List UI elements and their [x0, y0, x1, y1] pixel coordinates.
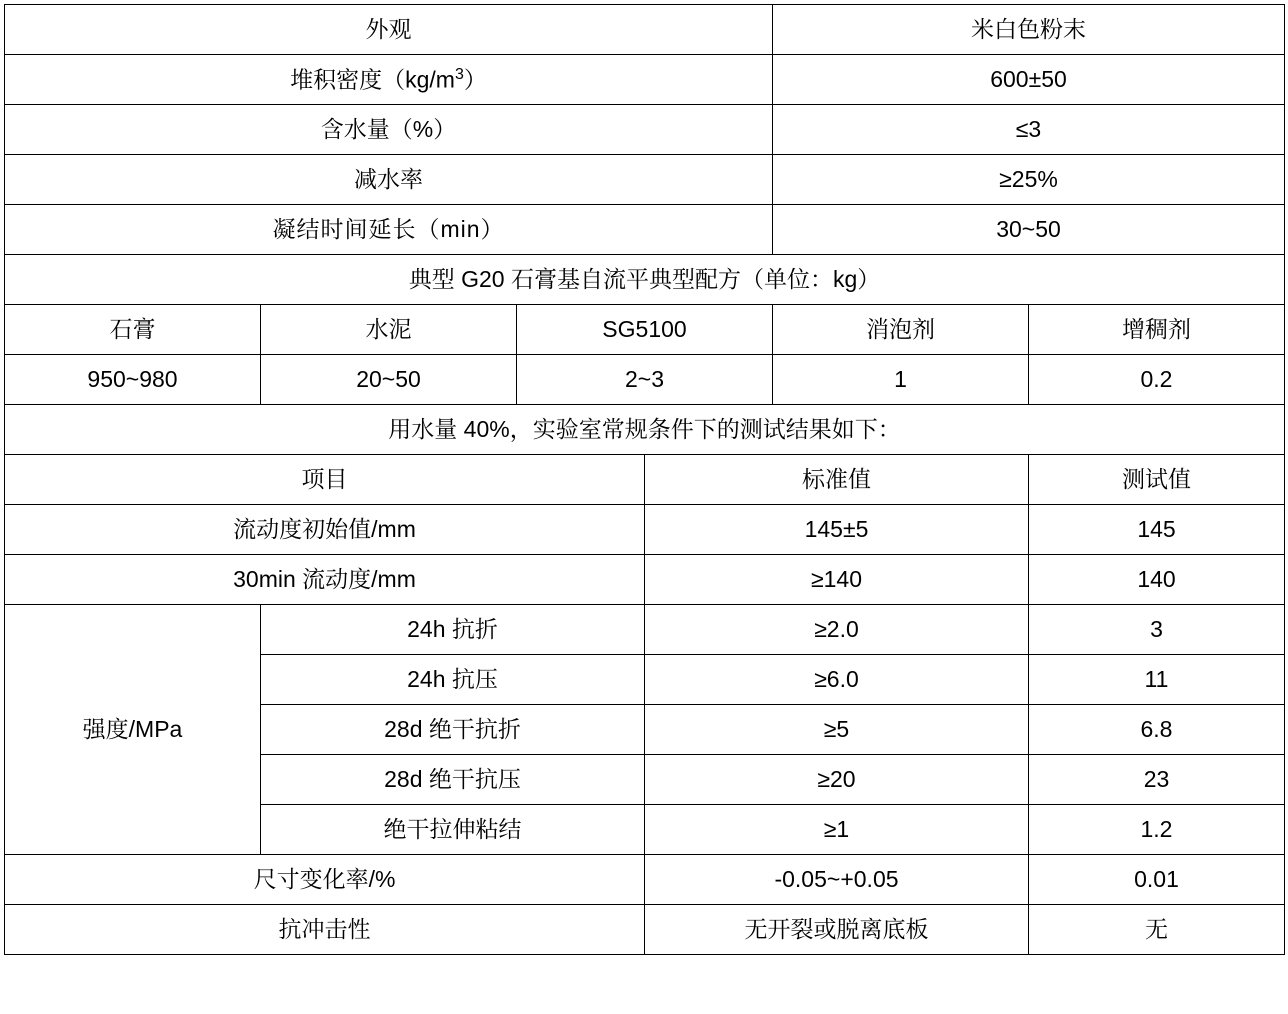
formula-header-cell: 水泥 — [261, 305, 517, 355]
result-measured: 3 — [1029, 605, 1285, 655]
property-label: 减水率 — [5, 155, 773, 205]
result-standard: ≥2.0 — [645, 605, 1029, 655]
result-header-row — [5, 455, 1285, 505]
table-row — [5, 155, 1285, 205]
result-standard: ≥5 — [645, 705, 1029, 755]
superscript-three: 3 — [454, 65, 464, 83]
formula-value-row — [5, 355, 1285, 405]
result-measured: 145 — [1029, 505, 1285, 555]
spec-sheet — [4, 0, 1284, 955]
formula-value-cell: 950~980 — [5, 355, 261, 405]
formula-value-cell: 20~50 — [261, 355, 517, 405]
result-item: 24h 抗折 — [261, 605, 645, 655]
formula-header-row — [5, 305, 1285, 355]
result-standard: ≥20 — [645, 755, 1029, 805]
table-row — [5, 555, 1285, 605]
result-header-standard: 标准值 — [645, 455, 1029, 505]
result-measured: 140 — [1029, 555, 1285, 605]
property-label: 含水量（%） — [5, 105, 773, 155]
product-spec-table — [4, 4, 1285, 955]
formula-title: 典型 G20 石膏基自流平典型配方（单位：kg） — [5, 255, 1285, 305]
table-row — [5, 505, 1285, 555]
result-header-item: 项目 — [5, 455, 645, 505]
formula-value-cell: 2~3 — [517, 355, 773, 405]
result-item: 抗冲击性 — [5, 905, 645, 955]
note-row — [5, 405, 1285, 455]
result-item: 28d 绝干抗折 — [261, 705, 645, 755]
result-header-measured: 测试值 — [1029, 455, 1285, 505]
water-usage-note: 用水量 40%，实验室常规条件下的测试结果如下： — [5, 405, 1285, 455]
property-value: ≥25% — [773, 155, 1285, 205]
property-value: 米白色粉末 — [773, 5, 1285, 55]
result-item: 24h 抗压 — [261, 655, 645, 705]
table-row — [5, 55, 1285, 105]
property-value: 30~50 — [773, 205, 1285, 255]
formula-header-cell: SG5100 — [517, 305, 773, 355]
result-measured: 1.2 — [1029, 805, 1285, 855]
table-row — [5, 205, 1285, 255]
result-measured: 11 — [1029, 655, 1285, 705]
table-row — [5, 105, 1285, 155]
result-standard: 145±5 — [645, 505, 1029, 555]
formula-value-cell: 0.2 — [1029, 355, 1285, 405]
property-value: 600±50 — [773, 55, 1285, 105]
result-item: 绝干拉伸粘结 — [261, 805, 645, 855]
result-item: 30min 流动度/mm — [5, 555, 645, 605]
result-item: 28d 绝干抗压 — [261, 755, 645, 805]
formula-header-cell: 消泡剂 — [773, 305, 1029, 355]
table-row — [5, 855, 1285, 905]
result-item: 尺寸变化率/% — [5, 855, 645, 905]
table-row — [5, 5, 1285, 55]
formula-header-cell: 增稠剂 — [1029, 305, 1285, 355]
table-row — [5, 605, 1285, 655]
formula-value-cell: 1 — [773, 355, 1029, 405]
result-measured: 0.01 — [1029, 855, 1285, 905]
property-label: 堆积密度$(kg/m^3)$ — [5, 55, 773, 105]
result-measured: 23 — [1029, 755, 1285, 805]
result-standard: ≥6.0 — [645, 655, 1029, 705]
property-value: ≤3 — [773, 105, 1285, 155]
result-measured: 6.8 — [1029, 705, 1285, 755]
result-standard: ≥1 — [645, 805, 1029, 855]
property-label: 外观 — [5, 5, 773, 55]
formula-header-cell: 石膏 — [5, 305, 261, 355]
result-standard: ≥140 — [645, 555, 1029, 605]
formula-title-row — [5, 255, 1285, 305]
result-standard: -0.05~+0.05 — [645, 855, 1029, 905]
result-item: 流动度初始值/mm — [5, 505, 645, 555]
result-standard: 无开裂或脱离底板 — [645, 905, 1029, 955]
property-label: 凝结时间延长（min） — [5, 205, 773, 255]
result-measured: 无 — [1029, 905, 1285, 955]
strength-group-label: 强度/MPa — [5, 605, 261, 855]
table-row — [5, 905, 1285, 955]
